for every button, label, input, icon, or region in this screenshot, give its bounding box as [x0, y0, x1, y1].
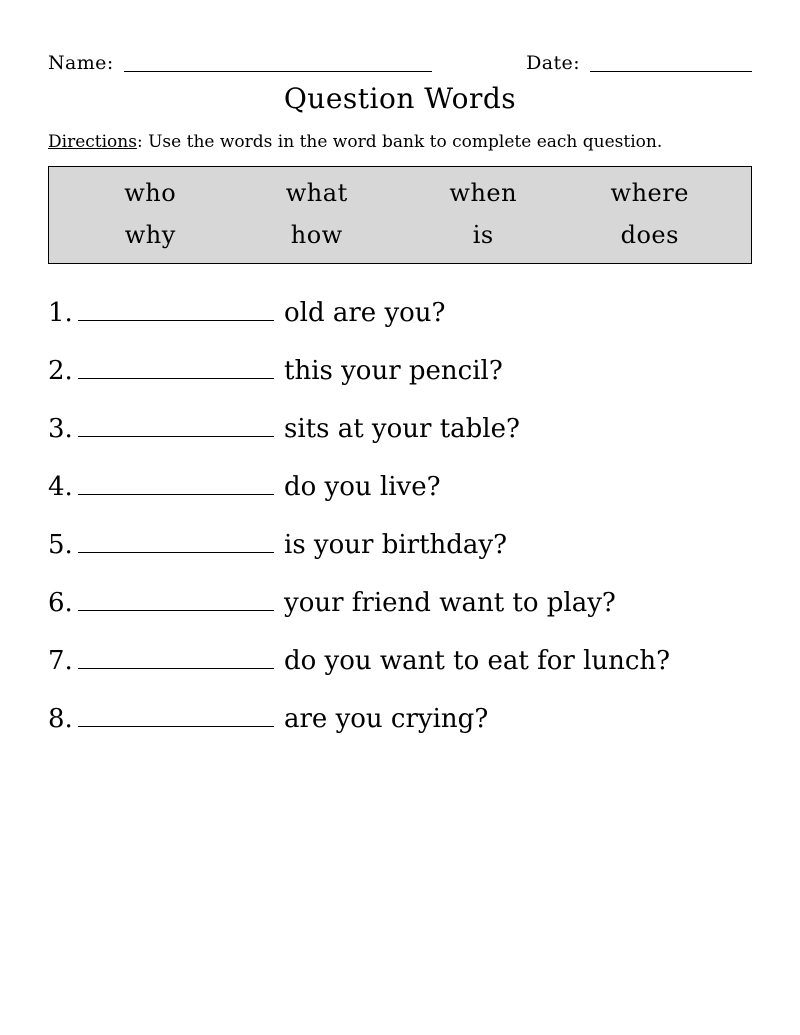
question-text: your friend want to play? — [284, 588, 616, 619]
name-label: Name: — [48, 52, 114, 74]
question-text: do you live? — [284, 472, 441, 503]
word-bank-word-does[interactable]: does — [620, 221, 679, 250]
question-number: 4. — [48, 472, 73, 503]
question-answer-blank[interactable] — [78, 414, 274, 437]
question-number: 2. — [48, 356, 73, 387]
question-row — [48, 356, 752, 386]
date-write-line[interactable] — [590, 71, 752, 72]
question-answer-blank[interactable] — [78, 472, 274, 495]
word-bank-word-why[interactable]: why — [124, 221, 176, 250]
question-answer-blank[interactable] — [78, 704, 274, 727]
word-bank — [48, 166, 752, 264]
date-field — [526, 52, 752, 76]
page-title: Question Words — [283, 82, 517, 115]
word-bank-word-where[interactable]: where — [610, 179, 689, 208]
question-answer-blank[interactable] — [78, 530, 274, 553]
name-field — [48, 52, 432, 76]
directions-text: Use the words in the word bank to complete each question. — [142, 132, 663, 152]
question-answer-blank[interactable] — [78, 298, 274, 321]
question-number: 8. — [48, 704, 73, 735]
directions-label: Directions — [48, 132, 137, 152]
question-text: are you crying? — [284, 704, 489, 735]
question-row — [48, 646, 752, 676]
name-write-line[interactable] — [124, 71, 432, 72]
word-bank-word-how[interactable]: how — [290, 221, 343, 250]
question-answer-blank[interactable] — [78, 646, 274, 669]
question-row — [48, 704, 752, 734]
question-row — [48, 414, 752, 444]
word-bank-word-when[interactable]: when — [449, 179, 518, 208]
question-answer-blank[interactable] — [78, 588, 274, 611]
question-text: do you want to eat for lunch? — [284, 646, 671, 677]
question-number: 6. — [48, 588, 73, 619]
directions-colon: : — [136, 132, 143, 152]
header-row — [48, 40, 752, 76]
word-bank-word-what[interactable]: what — [285, 179, 348, 208]
word-bank-row — [67, 179, 733, 207]
word-bank-word-is[interactable]: is — [472, 221, 494, 250]
questions-list — [48, 298, 752, 734]
question-answer-blank[interactable] — [78, 356, 274, 379]
question-text: this your pencil? — [284, 356, 503, 387]
question-number: 7. — [48, 646, 73, 677]
date-label: Date: — [526, 52, 580, 74]
word-bank-row — [67, 221, 733, 249]
question-text: sits at your table? — [284, 414, 520, 445]
directions — [48, 132, 752, 152]
question-row — [48, 588, 752, 618]
question-number: 1. — [48, 298, 73, 329]
question-text: old are you? — [284, 298, 446, 329]
question-text: is your birthday? — [284, 530, 508, 561]
question-number: 5. — [48, 530, 73, 561]
question-number: 3. — [48, 414, 73, 445]
word-bank-word-who[interactable]: who — [124, 179, 177, 208]
question-row — [48, 472, 752, 502]
question-row — [48, 530, 752, 560]
question-row — [48, 298, 752, 328]
